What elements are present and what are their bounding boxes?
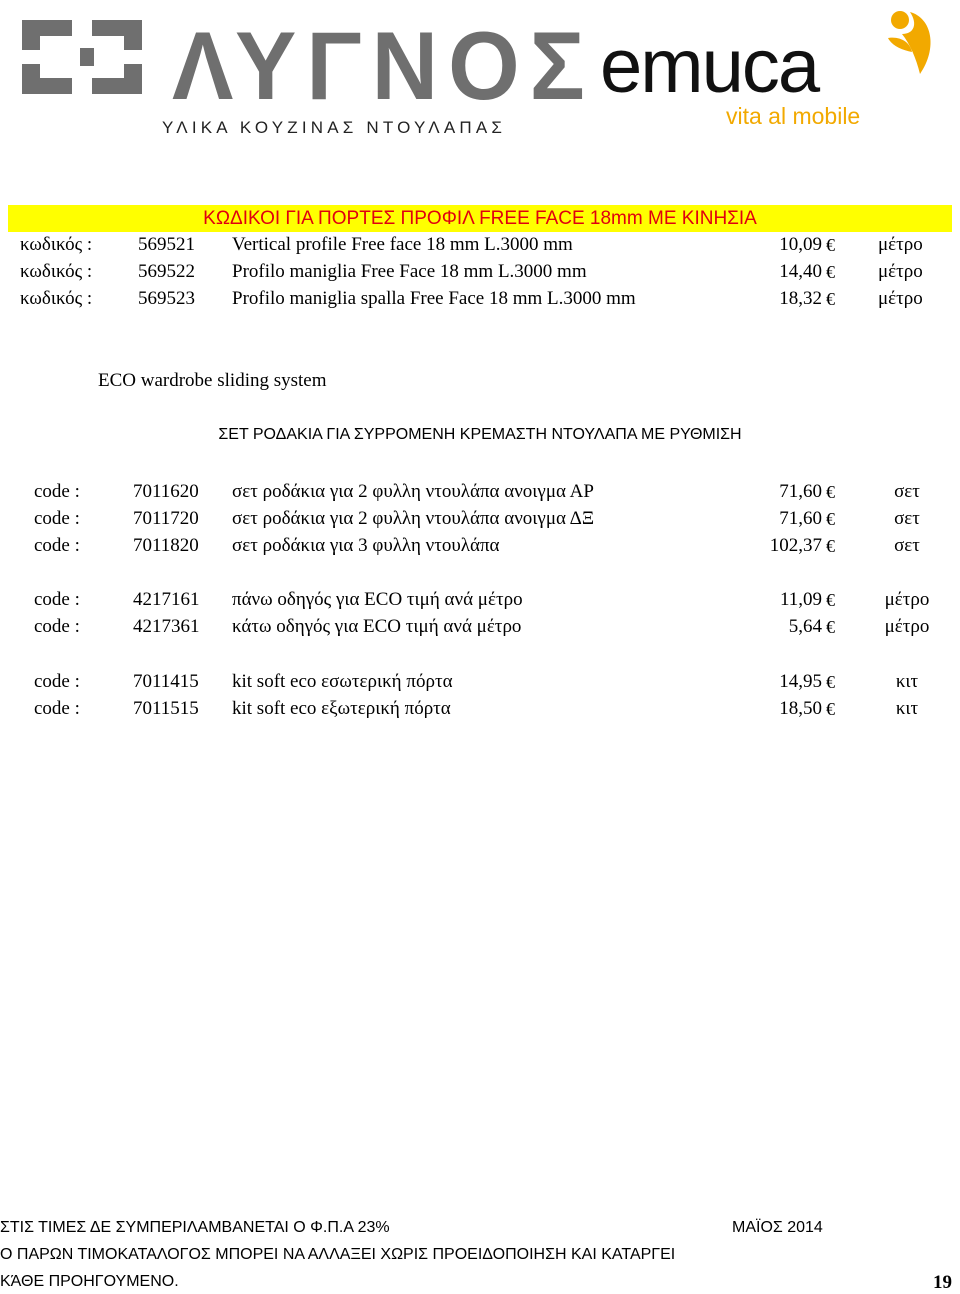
euro-icon: € xyxy=(826,672,835,692)
row-code: 7011720 xyxy=(133,508,199,529)
row-description: πάνω οδηγός για ECO τιμή ανά μέτρο xyxy=(232,589,523,610)
row-price: 5,64 xyxy=(788,616,822,637)
table-row xyxy=(0,696,960,722)
row-unit: σετ xyxy=(894,508,920,529)
row-description: σετ ροδάκια για 2 φυλλη ντουλάπα ανοιγμα ΑΡ xyxy=(232,481,594,502)
profile-section-header: ΚΩΔΙΚΟΙ ΓΙΑ ΠΟΡΤΕΣ ΠΡΟΦΙΛ FREE FACE 18mm ΜΕ ΚΙΝΗΣΙΑ xyxy=(8,205,952,232)
row-label: code : xyxy=(34,616,80,637)
table-row xyxy=(0,587,960,613)
table-row xyxy=(0,614,960,640)
row-label: κωδικός : xyxy=(20,261,93,282)
lygnos-logo xyxy=(22,10,595,140)
row-price: 18,32 xyxy=(779,288,822,309)
page-number: 19 xyxy=(933,1272,952,1293)
row-price: 71,60 xyxy=(779,481,822,502)
row-unit: μέτρο xyxy=(884,616,930,637)
row-description: Vertical profile Free face 18 mm L.3000 mm xyxy=(232,234,573,255)
row-price: 18,50 xyxy=(779,698,822,719)
table-row xyxy=(0,669,960,695)
row-description: kit soft eco εξωτερική πόρτα xyxy=(232,698,451,719)
euro-icon: € xyxy=(826,509,835,529)
row-unit: κιτ xyxy=(895,671,919,692)
row-description: κάτω οδηγός για ECO τιμή ανά μέτρο xyxy=(232,616,522,637)
row-description: Profilo maniglia Free Face 18 mm L.3000 mm xyxy=(232,261,587,282)
row-code: 4217161 xyxy=(133,589,200,610)
euro-icon: € xyxy=(826,289,835,309)
row-label: code : xyxy=(34,671,80,692)
row-unit: σετ xyxy=(894,481,920,502)
row-label: code : xyxy=(34,589,80,610)
row-code: 7011515 xyxy=(133,698,199,719)
table-row xyxy=(0,259,960,285)
footer-date: ΜΑΪΟΣ 2014 xyxy=(732,1219,823,1236)
table-row xyxy=(0,506,960,532)
row-code: 7011820 xyxy=(133,535,199,556)
row-unit: μέτρο xyxy=(878,234,923,255)
footer-notice-line1: Ο ΠΑΡΩΝ ΤΙΜΟΚΑΤΑΛΟΓΟΣ ΜΠΟΡΕΙ ΝΑ ΑΛΛΑΞΕΙ ΧΩΡΙΣ ΠΡΟΕΙΔΟΠΟΙΗΣΗ ΚΑΙ ΚΑΤΑΡΓΕΙ xyxy=(0,1246,676,1263)
row-unit: κιτ xyxy=(895,698,919,719)
table-row xyxy=(0,286,960,312)
row-price: 10,09 xyxy=(779,234,822,255)
eco-section-title: ECO wardrobe sliding system xyxy=(98,370,327,391)
footer-notice-line2: ΚΆΘΕ ΠΡΟΗΓΟΥΜΕΝΟ. xyxy=(0,1273,179,1290)
euro-icon: € xyxy=(826,617,835,637)
row-price: 102,37 xyxy=(769,535,822,556)
table-row xyxy=(0,533,960,559)
row-price: 14,95 xyxy=(779,671,822,692)
row-unit: μέτρο xyxy=(878,288,923,309)
row-unit: μέτρο xyxy=(878,261,923,282)
row-label: code : xyxy=(34,508,80,529)
emuca-star-icon xyxy=(880,8,944,78)
euro-icon: € xyxy=(826,699,835,719)
row-description: Profilo maniglia spalla Free Face 18 mm L.3000 mm xyxy=(232,288,636,309)
row-price: 11,09 xyxy=(779,589,822,610)
euro-icon: € xyxy=(826,536,835,556)
euro-icon: € xyxy=(826,590,835,610)
eco-set-heading: ΣΕΤ ΡΟΔΑΚΙΑ ΓΙΑ ΣΥΡΡΟΜΕΝΗ ΚΡΕΜΑΣΤΗ ΝΤΟΥΛΑΠΑ ΜΕ ΡΥΘΜΙΣΗ xyxy=(218,426,742,443)
euro-icon: € xyxy=(826,235,835,255)
footer-vat-note: ΣΤΙΣ ΤΙΜΕΣ ΔΕ ΣΥΜΠΕΡΙΛΑΜΒΑΝΕΤΑΙ Ο Φ.Π.Α 23% xyxy=(0,1219,390,1236)
row-price: 71,60 xyxy=(779,508,822,529)
lygnos-tagline: ΥΛΙΚΑ ΚΟΥΖΙΝΑΣ ΝΤΟΥΛΑΠΑΣ xyxy=(162,118,507,137)
row-code: 7011415 xyxy=(133,671,199,692)
row-price: 14,40 xyxy=(779,261,822,282)
lygnos-mark-icon xyxy=(22,20,142,94)
row-code: 4217361 xyxy=(133,616,200,637)
emuca-tagline: vita al mobile xyxy=(726,103,861,129)
lygnos-wordmark: ΛΥΓΝΟΣ xyxy=(172,12,595,121)
row-description: σετ ροδάκια για 2 φυλλη ντουλάπα ανοιγμα ΔΞ xyxy=(232,508,595,529)
row-label: κωδικός : xyxy=(20,234,93,255)
row-code: 569522 xyxy=(138,261,195,282)
row-code: 569523 xyxy=(138,288,195,309)
emuca-logo xyxy=(596,8,946,138)
row-code: 7011620 xyxy=(133,481,199,502)
row-unit: σετ xyxy=(894,535,920,556)
row-label: code : xyxy=(34,535,80,556)
row-label: κωδικός : xyxy=(20,288,93,309)
row-description: σετ ροδάκια για 3 φυλλη ντουλάπα xyxy=(232,535,500,556)
table-row xyxy=(0,479,960,505)
row-label: code : xyxy=(34,481,80,502)
row-code: 569521 xyxy=(138,234,195,255)
row-description: kit soft eco εσωτερική πόρτα xyxy=(232,671,453,692)
table-row xyxy=(0,232,960,258)
row-label: code : xyxy=(34,698,80,719)
emuca-wordmark: emuca xyxy=(600,24,819,109)
row-unit: μέτρο xyxy=(884,589,930,610)
euro-icon: € xyxy=(826,262,835,282)
euro-icon: € xyxy=(826,482,835,502)
